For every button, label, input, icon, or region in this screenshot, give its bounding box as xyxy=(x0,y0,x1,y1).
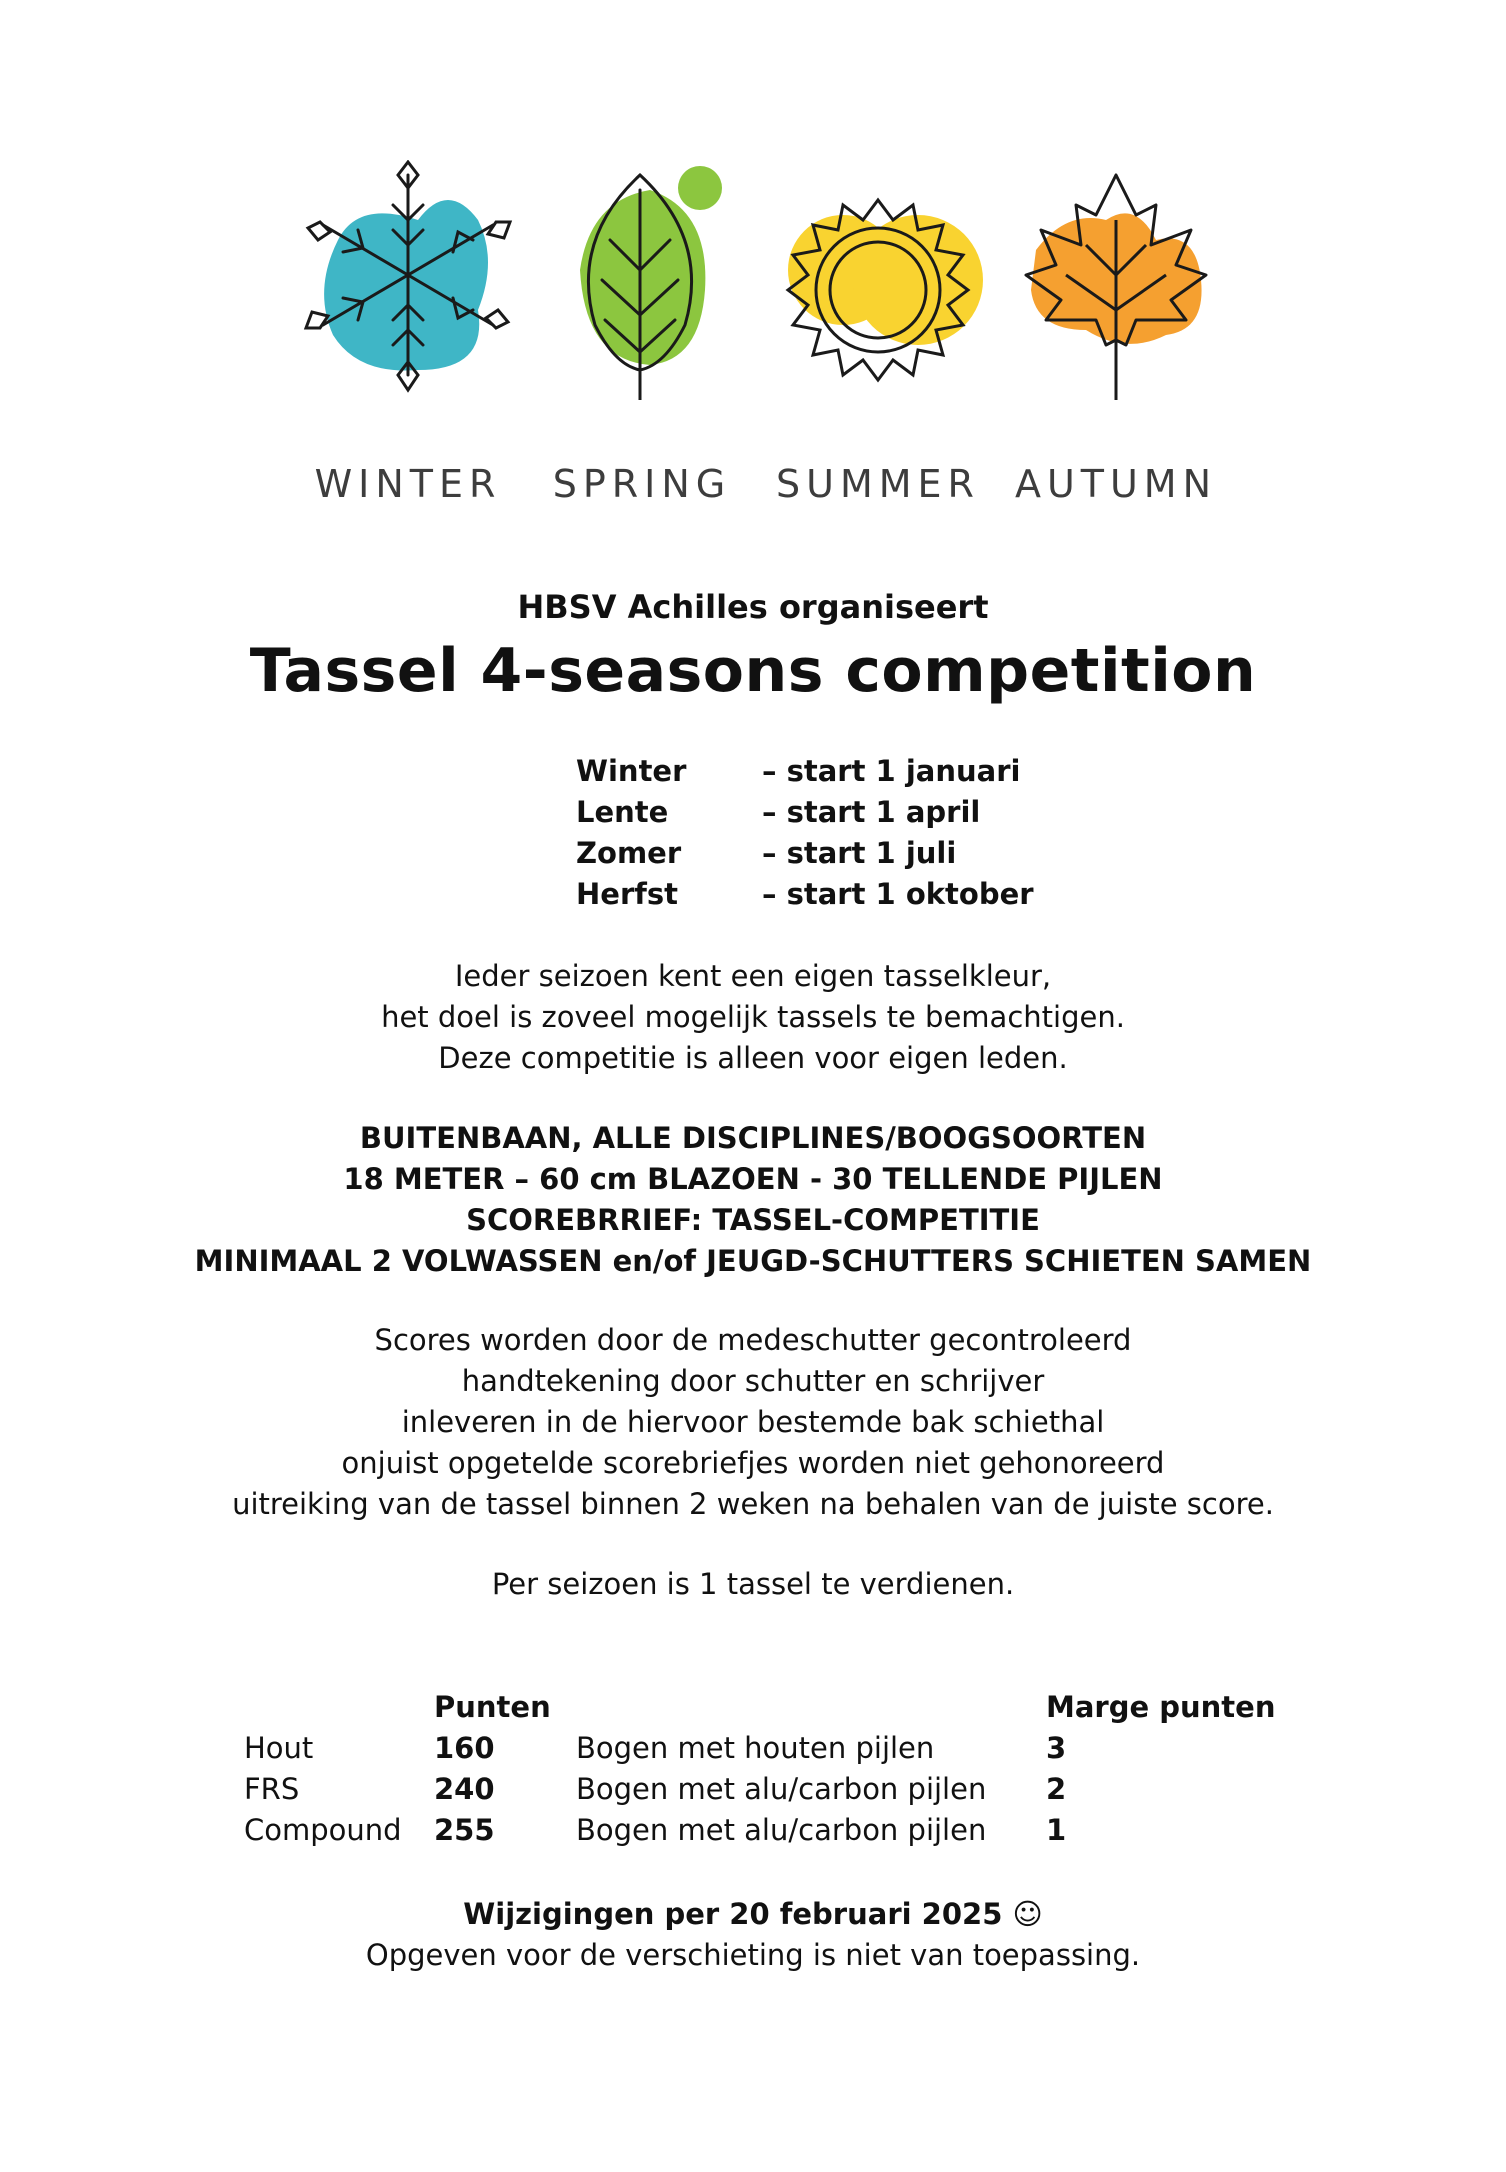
schedule-start: – start 1 juli xyxy=(762,836,957,870)
scoring-line: handtekening door schutter en schrijver xyxy=(461,1364,1045,1398)
scoring-line: uitreiking van de tassel binnen 2 weken na behalen van de juiste score. xyxy=(232,1487,1274,1521)
intro-line: Deze competitie is alleen voor eigen leden. xyxy=(438,1041,1068,1075)
schedule-season: Herfst xyxy=(576,877,678,911)
intro-paragraph xyxy=(0,956,1506,1079)
leaf-icon xyxy=(540,160,760,400)
schedule-start: – start 1 januari xyxy=(762,754,1021,788)
page-title: Tassel 4-seasons competition xyxy=(249,636,1257,706)
season-label-summer: SUMMER xyxy=(776,462,980,506)
bow-description: Bogen met alu/carbon pijlen xyxy=(576,1772,987,1806)
season-label-winter: WINTER xyxy=(314,462,502,506)
schedule-start: – start 1 oktober xyxy=(762,877,1034,911)
rule-line: SCOREBRRIEF: TASSEL-COMPETITIE xyxy=(466,1203,1040,1237)
bow-description: Bogen met houten pijlen xyxy=(576,1731,935,1765)
season-summer xyxy=(768,160,988,400)
season-winter xyxy=(298,160,518,400)
scoring-line: Scores worden door de medeschutter gecontroleerd xyxy=(374,1323,1132,1357)
season-label-spring: SPRING xyxy=(552,462,732,506)
sun-icon xyxy=(768,160,988,400)
table-row xyxy=(244,1813,1344,1854)
schedule-season: Zomer xyxy=(576,836,682,870)
changes-line: Wijzigingen per 20 februari 2025 ☺ xyxy=(463,1897,1043,1931)
schedule-season: Lente xyxy=(576,795,669,829)
margin-value: 3 xyxy=(1046,1731,1067,1765)
intro-line: Ieder seizoen kent een eigen tasselkleur, xyxy=(454,959,1052,993)
header-margin: Marge punten xyxy=(1046,1690,1276,1724)
rule-line: MINIMAAL 2 VOLWASSEN en/of JEUGD-SCHUTTERS SCHIETEN SAMEN xyxy=(194,1244,1312,1278)
margin-value: 1 xyxy=(1046,1813,1067,1847)
points-value: 240 xyxy=(434,1772,495,1806)
points-value: 255 xyxy=(434,1813,495,1847)
schedule-row xyxy=(576,877,1176,918)
rules-block xyxy=(0,1118,1506,1282)
bow-type: FRS xyxy=(244,1772,300,1806)
schedule-start: – start 1 april xyxy=(762,795,981,829)
registration-note: Opgeven voor de verschieting is niet van toepassing. xyxy=(365,1938,1141,1972)
points-table xyxy=(244,1690,1344,1854)
organizer-line: HBSV Achilles organiseert xyxy=(517,588,989,626)
per-season-note: Per seizoen is 1 tassel te verdienen. xyxy=(491,1567,1015,1601)
scoring-block xyxy=(0,1320,1506,1525)
intro-line: het doel is zoveel mogelijk tassels te bemachtigen. xyxy=(381,1000,1125,1034)
season-autumn xyxy=(1006,160,1226,400)
maple-leaf-icon xyxy=(1006,160,1226,400)
table-row xyxy=(244,1772,1344,1813)
season-schedule xyxy=(576,754,1176,918)
schedule-season: Winter xyxy=(576,754,687,788)
season-spring xyxy=(540,160,760,400)
table-header xyxy=(244,1690,1344,1731)
points-value: 160 xyxy=(434,1731,495,1765)
bow-type: Compound xyxy=(244,1813,402,1847)
bow-description: Bogen met alu/carbon pijlen xyxy=(576,1813,987,1847)
schedule-row xyxy=(576,795,1176,836)
schedule-row xyxy=(576,754,1176,795)
snowflake-icon xyxy=(298,160,518,400)
rule-line: 18 METER – 60 cm BLAZOEN - 30 TELLENDE PIJLEN xyxy=(343,1162,1163,1196)
rule-line: BUITENBAAN, ALLE DISCIPLINES/BOOGSOORTEN xyxy=(359,1121,1147,1155)
bow-type: Hout xyxy=(244,1731,314,1765)
scoring-line: inleveren in de hiervoor bestemde bak schiethal xyxy=(401,1405,1105,1439)
margin-value: 2 xyxy=(1046,1772,1067,1806)
schedule-row xyxy=(576,836,1176,877)
scoring-line: onjuist opgetelde scorebriefjes worden niet gehonoreerd xyxy=(341,1446,1165,1480)
table-row xyxy=(244,1731,1344,1772)
season-label-autumn: AUTUMN xyxy=(1014,462,1218,506)
header-points: Punten xyxy=(434,1690,551,1724)
